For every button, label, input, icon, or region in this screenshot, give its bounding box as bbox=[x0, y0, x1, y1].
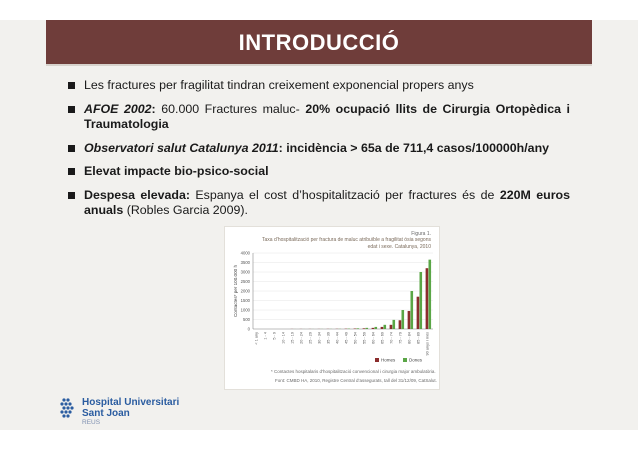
y-tick-label: 500 bbox=[243, 317, 250, 322]
hip-fracture-chart bbox=[225, 227, 439, 389]
figure-footnote: * Contactes hospitalaris d’hospitalització convencional i cirurgia major ambulatòria. bbox=[271, 369, 436, 374]
figure-label: Figura 1. bbox=[411, 231, 431, 237]
bullet-text: Despesa elevada: bbox=[84, 187, 190, 202]
bullet-text: : incidència > 65a de 711,4 casos/100000h/any bbox=[278, 140, 550, 155]
figure-title: Taxa d’hospitalització per fractura de maluc atribuïble a fragilitat ósia segons edat i sexe. Catalunya, 2010 bbox=[262, 237, 431, 250]
x-tick-label: 50 - 54 bbox=[353, 332, 358, 344]
y-tick-label: 2500 bbox=[240, 279, 250, 284]
legend-label: Dones bbox=[409, 357, 423, 363]
legend-swatch-homes bbox=[375, 358, 379, 362]
x-tick-label: 35 - 39 bbox=[326, 332, 331, 344]
logo-line-1: Hospital Universitari bbox=[82, 397, 180, 408]
x-tick-label: 40 - 44 bbox=[335, 332, 340, 344]
bullet-item bbox=[68, 141, 570, 157]
bar-homes bbox=[381, 327, 384, 329]
x-tick-label: 1 - 4 bbox=[263, 332, 268, 340]
x-tick-label: < 1 any bbox=[254, 332, 259, 345]
bar-homes bbox=[426, 268, 429, 329]
bar-dones bbox=[366, 328, 369, 329]
y-tick-label: 3500 bbox=[240, 260, 250, 265]
bottom-strip bbox=[0, 430, 638, 451]
bullet-item bbox=[68, 78, 570, 94]
bullet-text: 60.000 Fractures maluc- bbox=[161, 101, 306, 116]
bullet-text: Espanya el cost d’hospitalització per fractures és de bbox=[190, 187, 500, 202]
x-tick-label: 60 - 64 bbox=[371, 332, 376, 344]
legend-label: Homes bbox=[381, 357, 396, 363]
x-tick-label: 55 - 59 bbox=[362, 332, 367, 344]
bullet-text: Observatori salut Catalunya 2011 bbox=[84, 140, 279, 155]
x-tick-label: 80 - 84 bbox=[407, 332, 412, 344]
x-tick-label: 45 - 49 bbox=[344, 332, 349, 344]
x-tick-label: 90 anys i més bbox=[425, 332, 430, 356]
x-tick-label: 65 - 69 bbox=[380, 332, 385, 344]
bar-dones bbox=[393, 320, 396, 329]
bullet-list bbox=[68, 78, 570, 227]
bar-homes bbox=[363, 328, 366, 329]
title-band bbox=[46, 20, 592, 64]
y-tick-label: 4000 bbox=[240, 250, 250, 256]
bar-dones bbox=[411, 291, 414, 329]
legend-swatch-dones bbox=[403, 358, 407, 362]
bullet-text: 20% ocupació llits de Cirurgia Ortopèdica i Traumatologia bbox=[84, 101, 570, 131]
title-divider bbox=[46, 64, 592, 66]
bar-dones bbox=[402, 310, 405, 329]
bullet-item bbox=[68, 188, 570, 219]
bar-dones bbox=[375, 327, 378, 329]
slide-title: INTRODUCCIÓ bbox=[238, 30, 400, 55]
x-tick-label: 20 - 24 bbox=[299, 332, 304, 344]
bullet-text: Elevat impacte bio-psico-social bbox=[84, 164, 269, 178]
y-tick-label: 1000 bbox=[240, 307, 250, 313]
bullet-item bbox=[68, 164, 570, 180]
bullet-text: Les fractures per fragilitat tindran creixement exponencial propers anys bbox=[84, 78, 474, 92]
hospital-logo bbox=[60, 393, 200, 427]
bar-dones bbox=[357, 328, 360, 329]
x-tick-label: 10 - 14 bbox=[281, 332, 286, 344]
x-tick-label: 5 - 9 bbox=[272, 332, 277, 340]
x-tick-label: 25 - 29 bbox=[308, 332, 313, 344]
bar-dones bbox=[384, 325, 387, 329]
x-tick-label: 15 - 19 bbox=[290, 332, 295, 344]
bar-homes bbox=[408, 311, 411, 329]
y-tick-label: 2000 bbox=[240, 288, 250, 294]
bullet-text: (Robles Garcia 2009). bbox=[123, 203, 248, 217]
logo-line-3: REUS bbox=[82, 419, 101, 426]
bullet-text: AFOE 2002 bbox=[84, 101, 152, 116]
bar-homes bbox=[417, 297, 420, 329]
chart-figure bbox=[224, 226, 440, 390]
x-tick-label: 30 - 34 bbox=[317, 332, 322, 344]
y-axis-label: Contactes* per 100.000 h bbox=[233, 264, 238, 318]
x-tick-label: 85 - 89 bbox=[416, 332, 421, 344]
bar-homes bbox=[372, 328, 375, 329]
bullet-text: : bbox=[151, 101, 162, 116]
top-strip bbox=[0, 0, 638, 20]
y-tick-label: 3000 bbox=[240, 269, 250, 275]
y-tick-label: 0 bbox=[247, 326, 250, 332]
bar-homes bbox=[390, 325, 393, 329]
logo-line-2: Sant Joan bbox=[82, 408, 130, 419]
bar-dones bbox=[429, 260, 432, 329]
hospital-logo-icon bbox=[60, 397, 80, 421]
bar-dones bbox=[420, 272, 423, 329]
y-tick-label: 1500 bbox=[240, 298, 250, 303]
figure-source: Font: CMBD HA, 2010, Registre Central d’assegurats, tall del 31/12/09, CatSalut. bbox=[275, 378, 437, 383]
bar-homes bbox=[399, 320, 402, 329]
bullet-text: 220M euros anuals bbox=[84, 187, 571, 217]
x-tick-label: 75 - 79 bbox=[398, 332, 403, 344]
bullet-item bbox=[68, 102, 570, 133]
x-tick-label: 70 - 74 bbox=[389, 332, 394, 344]
